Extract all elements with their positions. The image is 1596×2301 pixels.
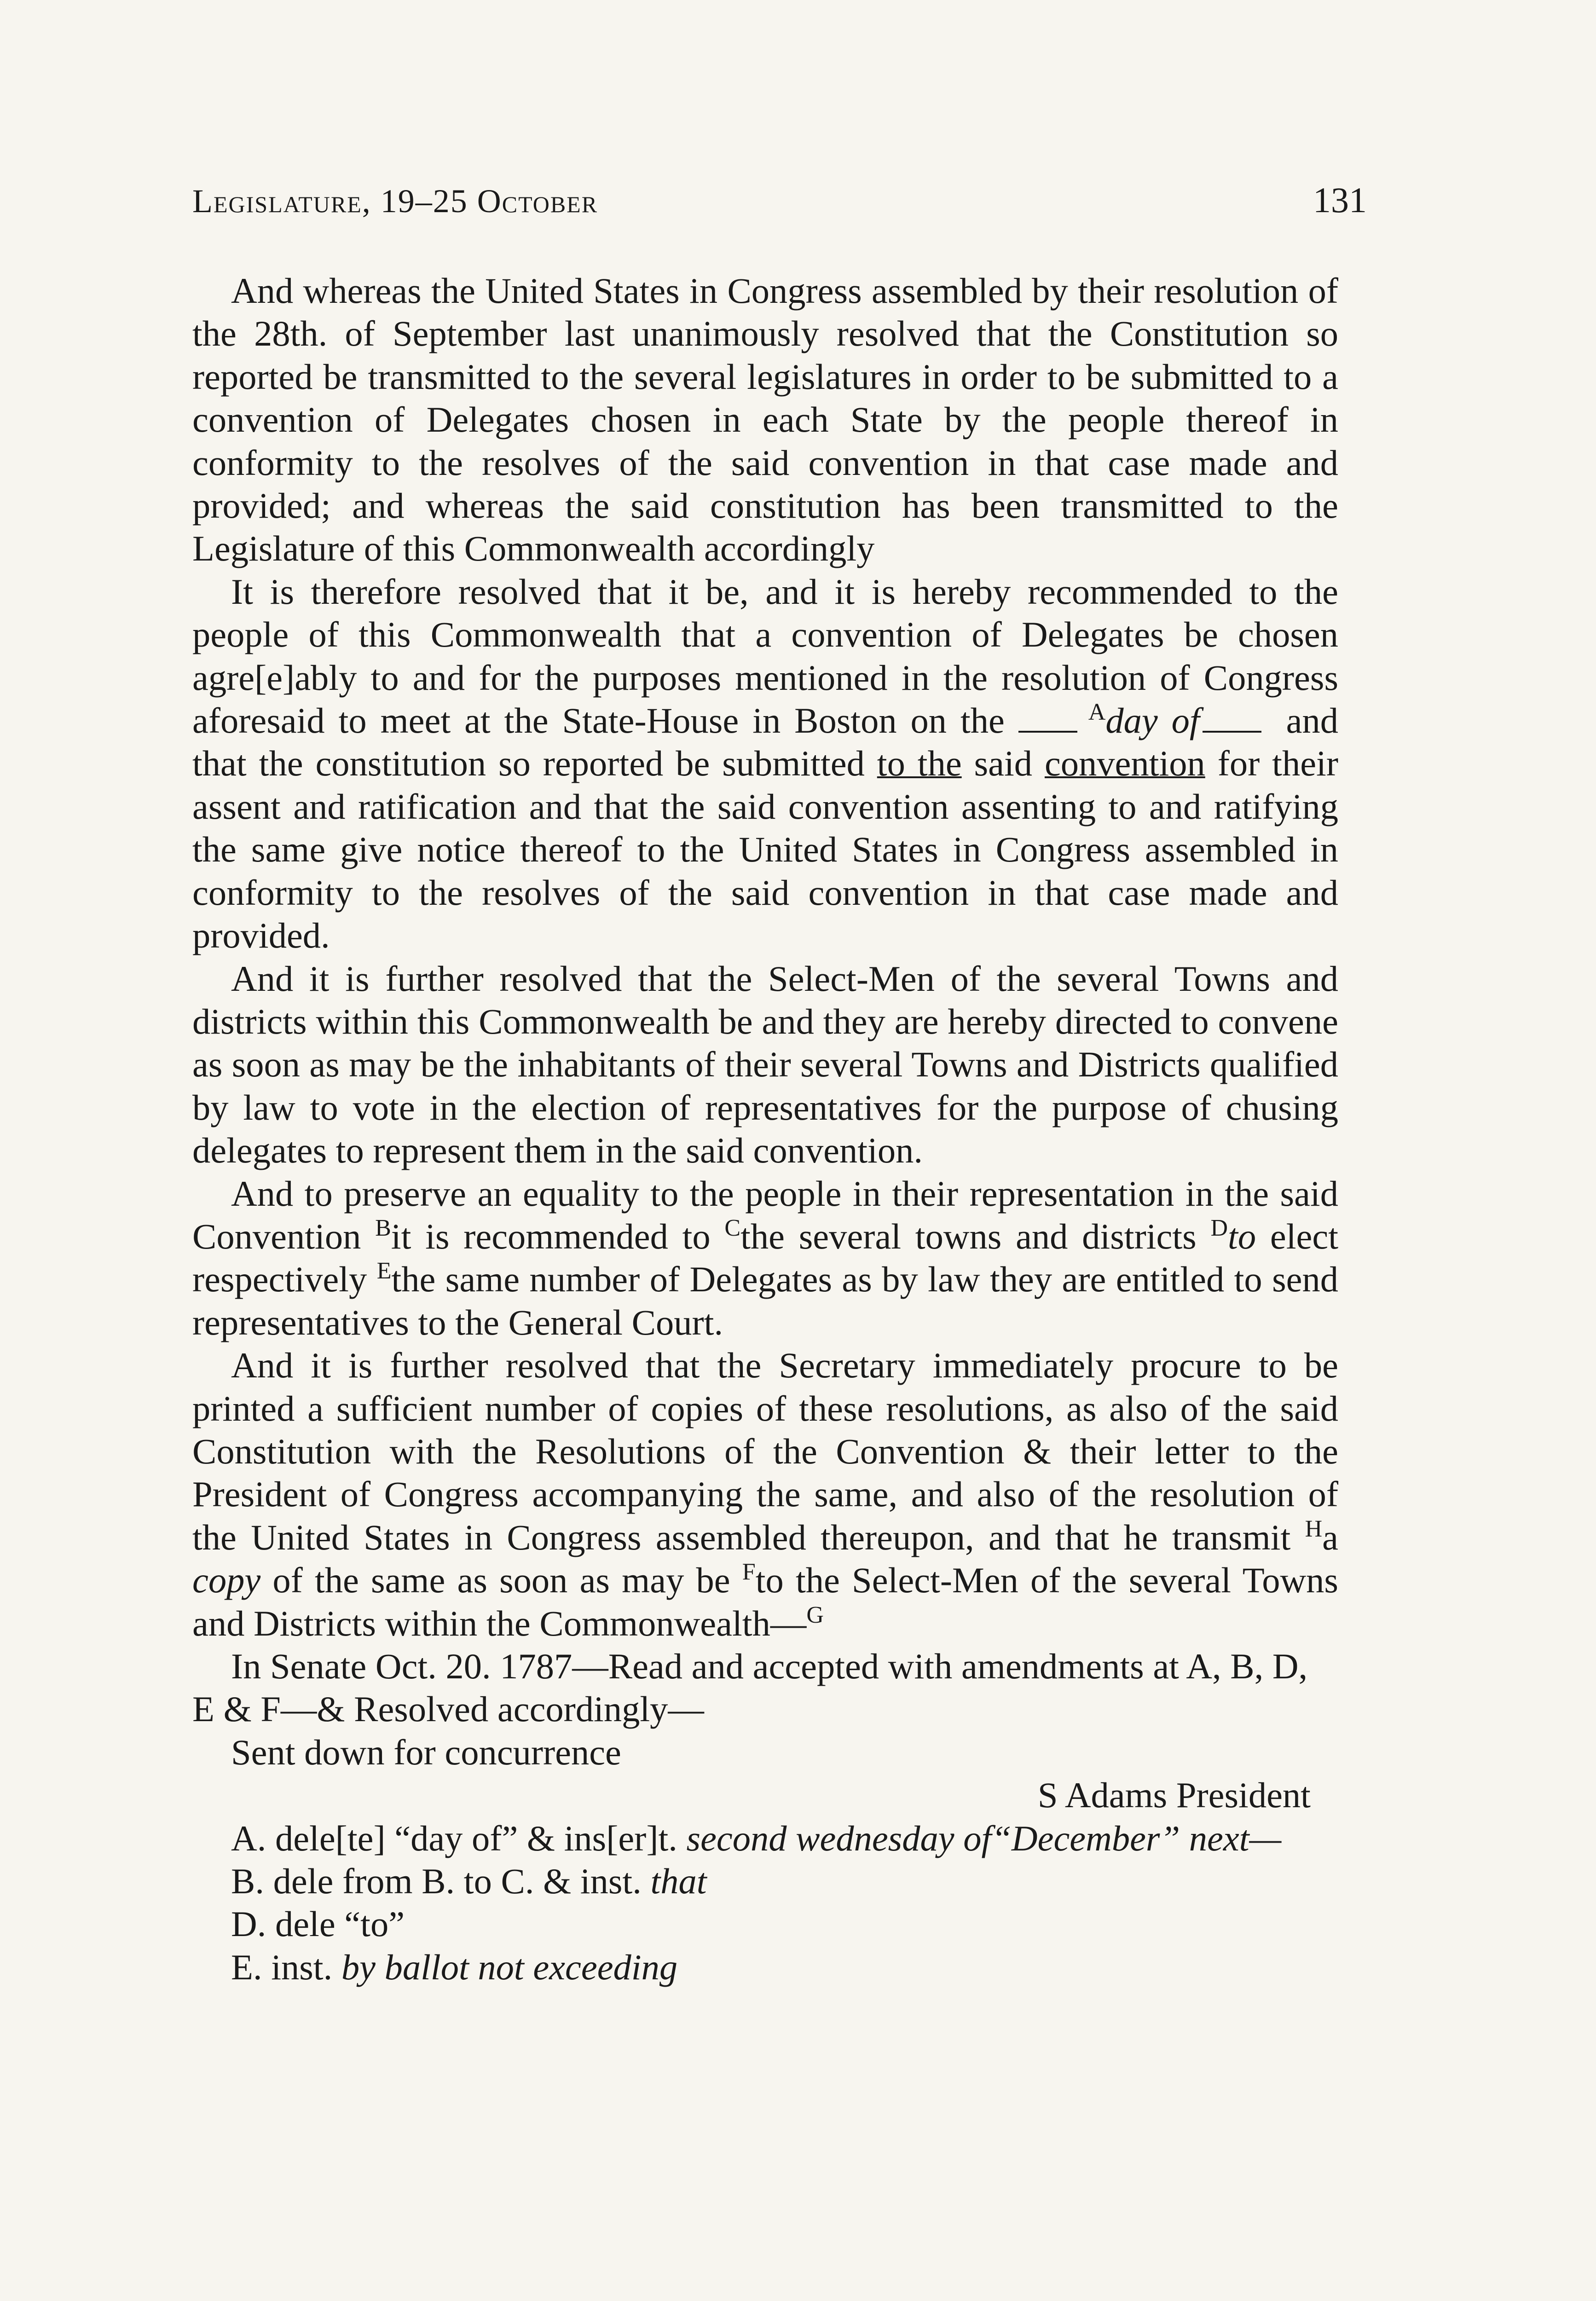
amendment-b	[231, 1860, 1338, 1902]
paragraph-resolved	[192, 570, 1338, 957]
amendment-key-b: B	[375, 1214, 391, 1241]
amendment-key-a: A	[1088, 699, 1106, 726]
note-text: A. dele[te] “day of” & ins[er]t.	[231, 1818, 677, 1858]
blank-line	[1018, 730, 1077, 733]
amendment-key-h: H	[1305, 1515, 1323, 1542]
blank-line	[1203, 730, 1261, 733]
underlined-convention: convention	[1044, 743, 1205, 784]
document-body	[192, 269, 1338, 1989]
paragraph-text: It is therefore resolved that it be, and it is hereby recommended to the people of this Commonwealth that a convention of Delegates be chosen agre[e]ably to and for the purposes mentioned in the resolution of Congress aforesaid to meet at the State-House in Boston on the	[192, 571, 1338, 741]
senate-record	[192, 1645, 1338, 1731]
paragraph-select-men	[192, 957, 1338, 1172]
italic-to: to	[1228, 1216, 1256, 1256]
paragraph-equality	[192, 1172, 1338, 1344]
paragraph-secretary	[192, 1344, 1338, 1645]
paragraph-whereas	[192, 269, 1338, 570]
running-head: Legislature, 19–25 October	[192, 183, 598, 220]
paragraph-text: the same number of Delegates as by law they are entitled to send representatives to the General Court.	[192, 1259, 1338, 1342]
signature: S Adams President	[1037, 1775, 1311, 1815]
note-text: E. inst.	[231, 1947, 333, 1987]
paragraph-text: for their assent and ratification and that the said convention assenting to and ratifying the same give notice thereof to the United States in Congress assembled in conformity to the resolves of the said convention in that case made and provided.	[192, 743, 1339, 956]
paragraph-text: and that the constitution so reported be submitted	[192, 700, 1338, 784]
paragraph-text: it is recommended to	[391, 1216, 711, 1256]
paragraph-text: to the Select-Men of the several Towns and Districts within the Commonwealth—	[192, 1560, 1338, 1643]
senate-text: In Senate Oct. 20. 1787—Read and accepted with amendments at A, B, D, E & F—& Resolved accordingly—	[192, 1646, 1308, 1729]
note-italic: by ballot not exceeding	[341, 1947, 678, 1987]
note-text: B. dele from B. to C. & inst.	[231, 1861, 642, 1902]
amendment-key-f: F	[742, 1559, 756, 1585]
note-italic: “December” next—	[991, 1818, 1282, 1858]
note-italic: second wednesday	[686, 1818, 954, 1858]
paragraph-text: the several towns and districts	[740, 1216, 1197, 1256]
amendment-notes	[192, 1817, 1338, 1989]
paragraph-text: And it is further resolved that the Select-Men of the several Towns and districts within this Commonwealth be and they are hereby directed to convene as soon as may be the inhabitants of their several Towns and Districts qualified by law to vote in the election of representatives for the purpose of chusing delegates to represent them in the said convention.	[192, 958, 1338, 1171]
paragraph-text: And it is further resolved that the Secretary immediately procure to be printed a sufficient number of copies of these resolutions, as also of the said Constitution with the Resolutions of the Convention & their letter to the President of Congress accompanying the same, and also of the resolution of the United States in Congress assembled thereupon, and that he transmit	[192, 1345, 1338, 1557]
note-italic: of	[963, 1818, 992, 1858]
paragraph-text: said	[974, 743, 1033, 784]
underlined-to-the: to the	[877, 743, 962, 784]
note-italic: that	[650, 1861, 707, 1902]
senate-text: Sent down for concurrence	[231, 1732, 621, 1772]
amendment-a	[231, 1817, 1338, 1860]
page-number: 131	[1313, 180, 1367, 220]
page-header	[192, 182, 1367, 220]
amendment-key-e: E	[376, 1258, 392, 1284]
amendment-key-g: G	[806, 1601, 824, 1628]
paragraph-text: of the same as soon as may be	[272, 1560, 730, 1601]
amendment-key-c: C	[724, 1214, 741, 1241]
amendment-key-d: D	[1210, 1214, 1228, 1241]
italic-copy: copy	[192, 1560, 261, 1601]
senate-concurrence	[192, 1731, 1338, 1774]
paragraph-text: a	[1322, 1517, 1338, 1557]
amendment-e	[231, 1946, 1338, 1989]
paragraph-text: elect respectively	[192, 1216, 1339, 1300]
amendment-d: D. dele “to”	[231, 1904, 405, 1944]
paragraph-text: And whereas the United States in Congress assembled by their resolution of the 28th. of September last unanimously resolved that the Constitution so reported be transmitted to the several legislatures in order to be submitted to a convention of Delegates chosen in each State by the people thereof in conformity to the resolves of the said convention in that case made and provided; and whereas the said constitution has been transmitted to the Legislature of this Commonwealth accordingly	[192, 271, 1338, 569]
italic-day-of: day of	[1105, 700, 1200, 741]
paragraph-text: And to preserve an equality to the people in their representation in the said Convention	[192, 1173, 1338, 1256]
